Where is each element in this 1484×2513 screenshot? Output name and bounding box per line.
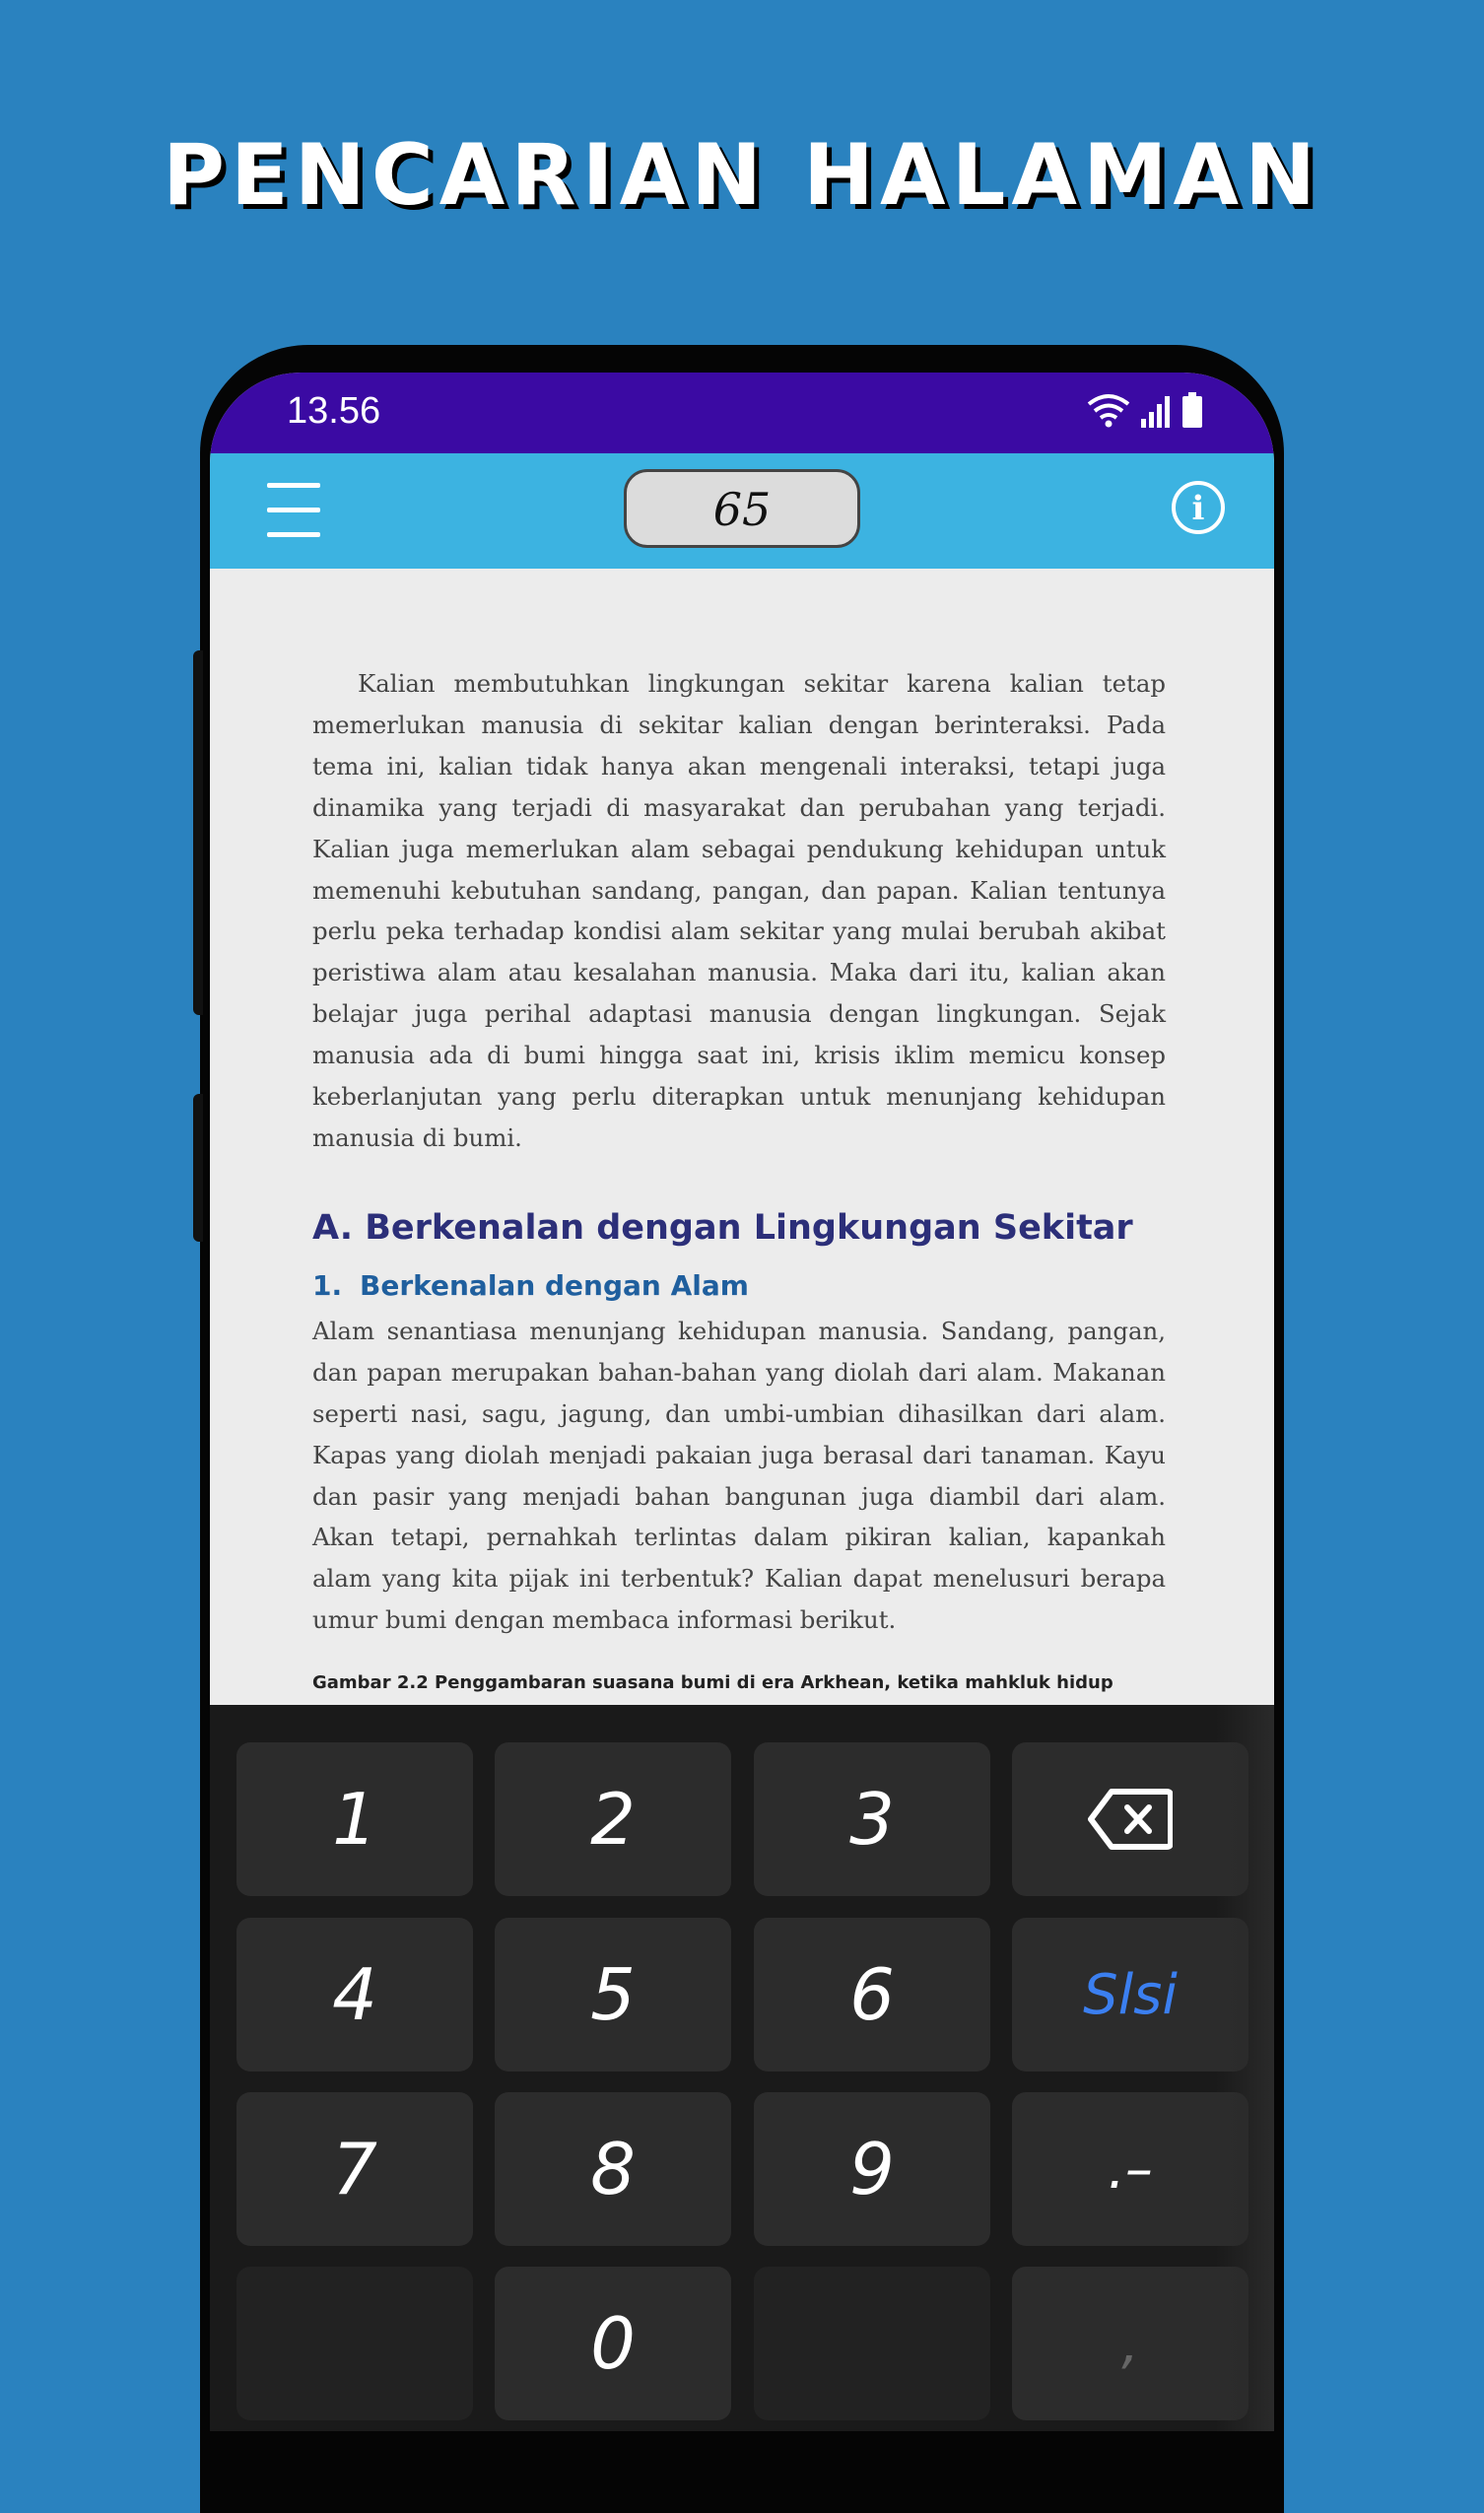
empty-key [236,2267,473,2420]
numeric-keypad [210,1705,1274,2431]
info-icon[interactable]: i [1172,481,1225,534]
subsection-heading [312,1267,1166,1305]
select-key[interactable]: Slsi [1012,1918,1248,2072]
signal-icon [1140,394,1172,428]
key-6[interactable]: 6 [754,1918,990,2072]
intro-paragraph: Kalian membutuhkan lingkungan sekitar karena kalian tetap memerlukan manusia di sekitar kalian dengan berinteraksi. Pada tema ini, kalian tidak hanya akan mengenali interaksi, tetapi juga dinamika yang terjadi di masyarakat dan perubahan yang terjadi. Kalian juga memerlukan alam sebagai pendukung kehidupan untuk memenuhi kebutuhan sandang, pangan, dan papan. Kalian tentunya perlu peka terhadap kondisi alam sekitar yang mulai berubah akibat peristiwa alam atau kesalahan manusia. Maka dari itu, kalian akan belajar juga perihal adaptasi manusia dengan lingkungan. Sejak manusia ada di bumi hingga saat ini, krisis iklim memicu konsep keberlanjutan yang perlu diterapkan untuk menunjang kehidupan manusia di bumi. [312,669,1166,1152]
status-icons [1087,392,1203,428]
battery-icon [1181,392,1203,428]
figure-caption: Gambar 2.2 Penggambaran suasana bumi di era Arkhean, ketika mahkluk hidup [312,1672,1113,1694]
page-number-input[interactable]: 65 [624,469,860,548]
key-7[interactable]: 7 [236,2092,473,2246]
key-0[interactable]: 0 [495,2267,731,2420]
backspace-icon [1088,1788,1173,1851]
backspace-key[interactable] [1012,1742,1248,1896]
section-heading: A. Berkenalan dengan Lingkungan Sekitar [312,1207,1133,1248]
phone-side-button [193,650,203,1015]
key-9[interactable]: 9 [754,2092,990,2246]
empty-key [754,2267,990,2420]
key-5[interactable]: 5 [495,1918,731,2072]
body-paragraph: Alam senantiasa menunjang kehidupan manusia. Sandang, pangan, dan papan merupakan bahan-bahan yang diolah dari alam. Makanan seperti nasi, sagu, jagung, dan umbi-umbian dihasilkan dari alam. Kapas yang diolah menjadi pakaian juga berasal dari tanaman. Kayu dan pasir yang menjadi bahan bangunan juga diambil dari alam. Akan tetapi, pernahkah terlintas dalam pikiran kalian, kapankah alam yang kita pijak ini terbentuk? Kalian dapat menelusuri berapa umur bumi dengan membaca informasi berikut. [312,1316,1166,1635]
subsection-title: Berkenalan dengan Alam [360,1268,749,1302]
key-1[interactable]: 1 [236,1742,473,1896]
dot-dash-key[interactable]: .– [1012,2092,1248,2246]
comma-key[interactable]: , [1012,2267,1248,2420]
key-4[interactable]: 4 [236,1918,473,2072]
menu-icon[interactable] [267,483,320,538]
status-bar [210,373,1274,453]
keypad-edge-fade [1215,1705,1274,2431]
headline: PENCARIAN HALAMAN [162,126,1322,225]
wifi-icon [1087,392,1130,428]
phone-screen [210,373,1274,2431]
subsection-number: 1. [312,1268,343,1302]
app-bar [210,453,1274,569]
key-8[interactable]: 8 [495,2092,731,2246]
phone-side-button [193,1094,203,1242]
status-time: 13.56 [287,390,381,432]
key-3[interactable]: 3 [754,1742,990,1896]
key-2[interactable]: 2 [495,1742,731,1896]
